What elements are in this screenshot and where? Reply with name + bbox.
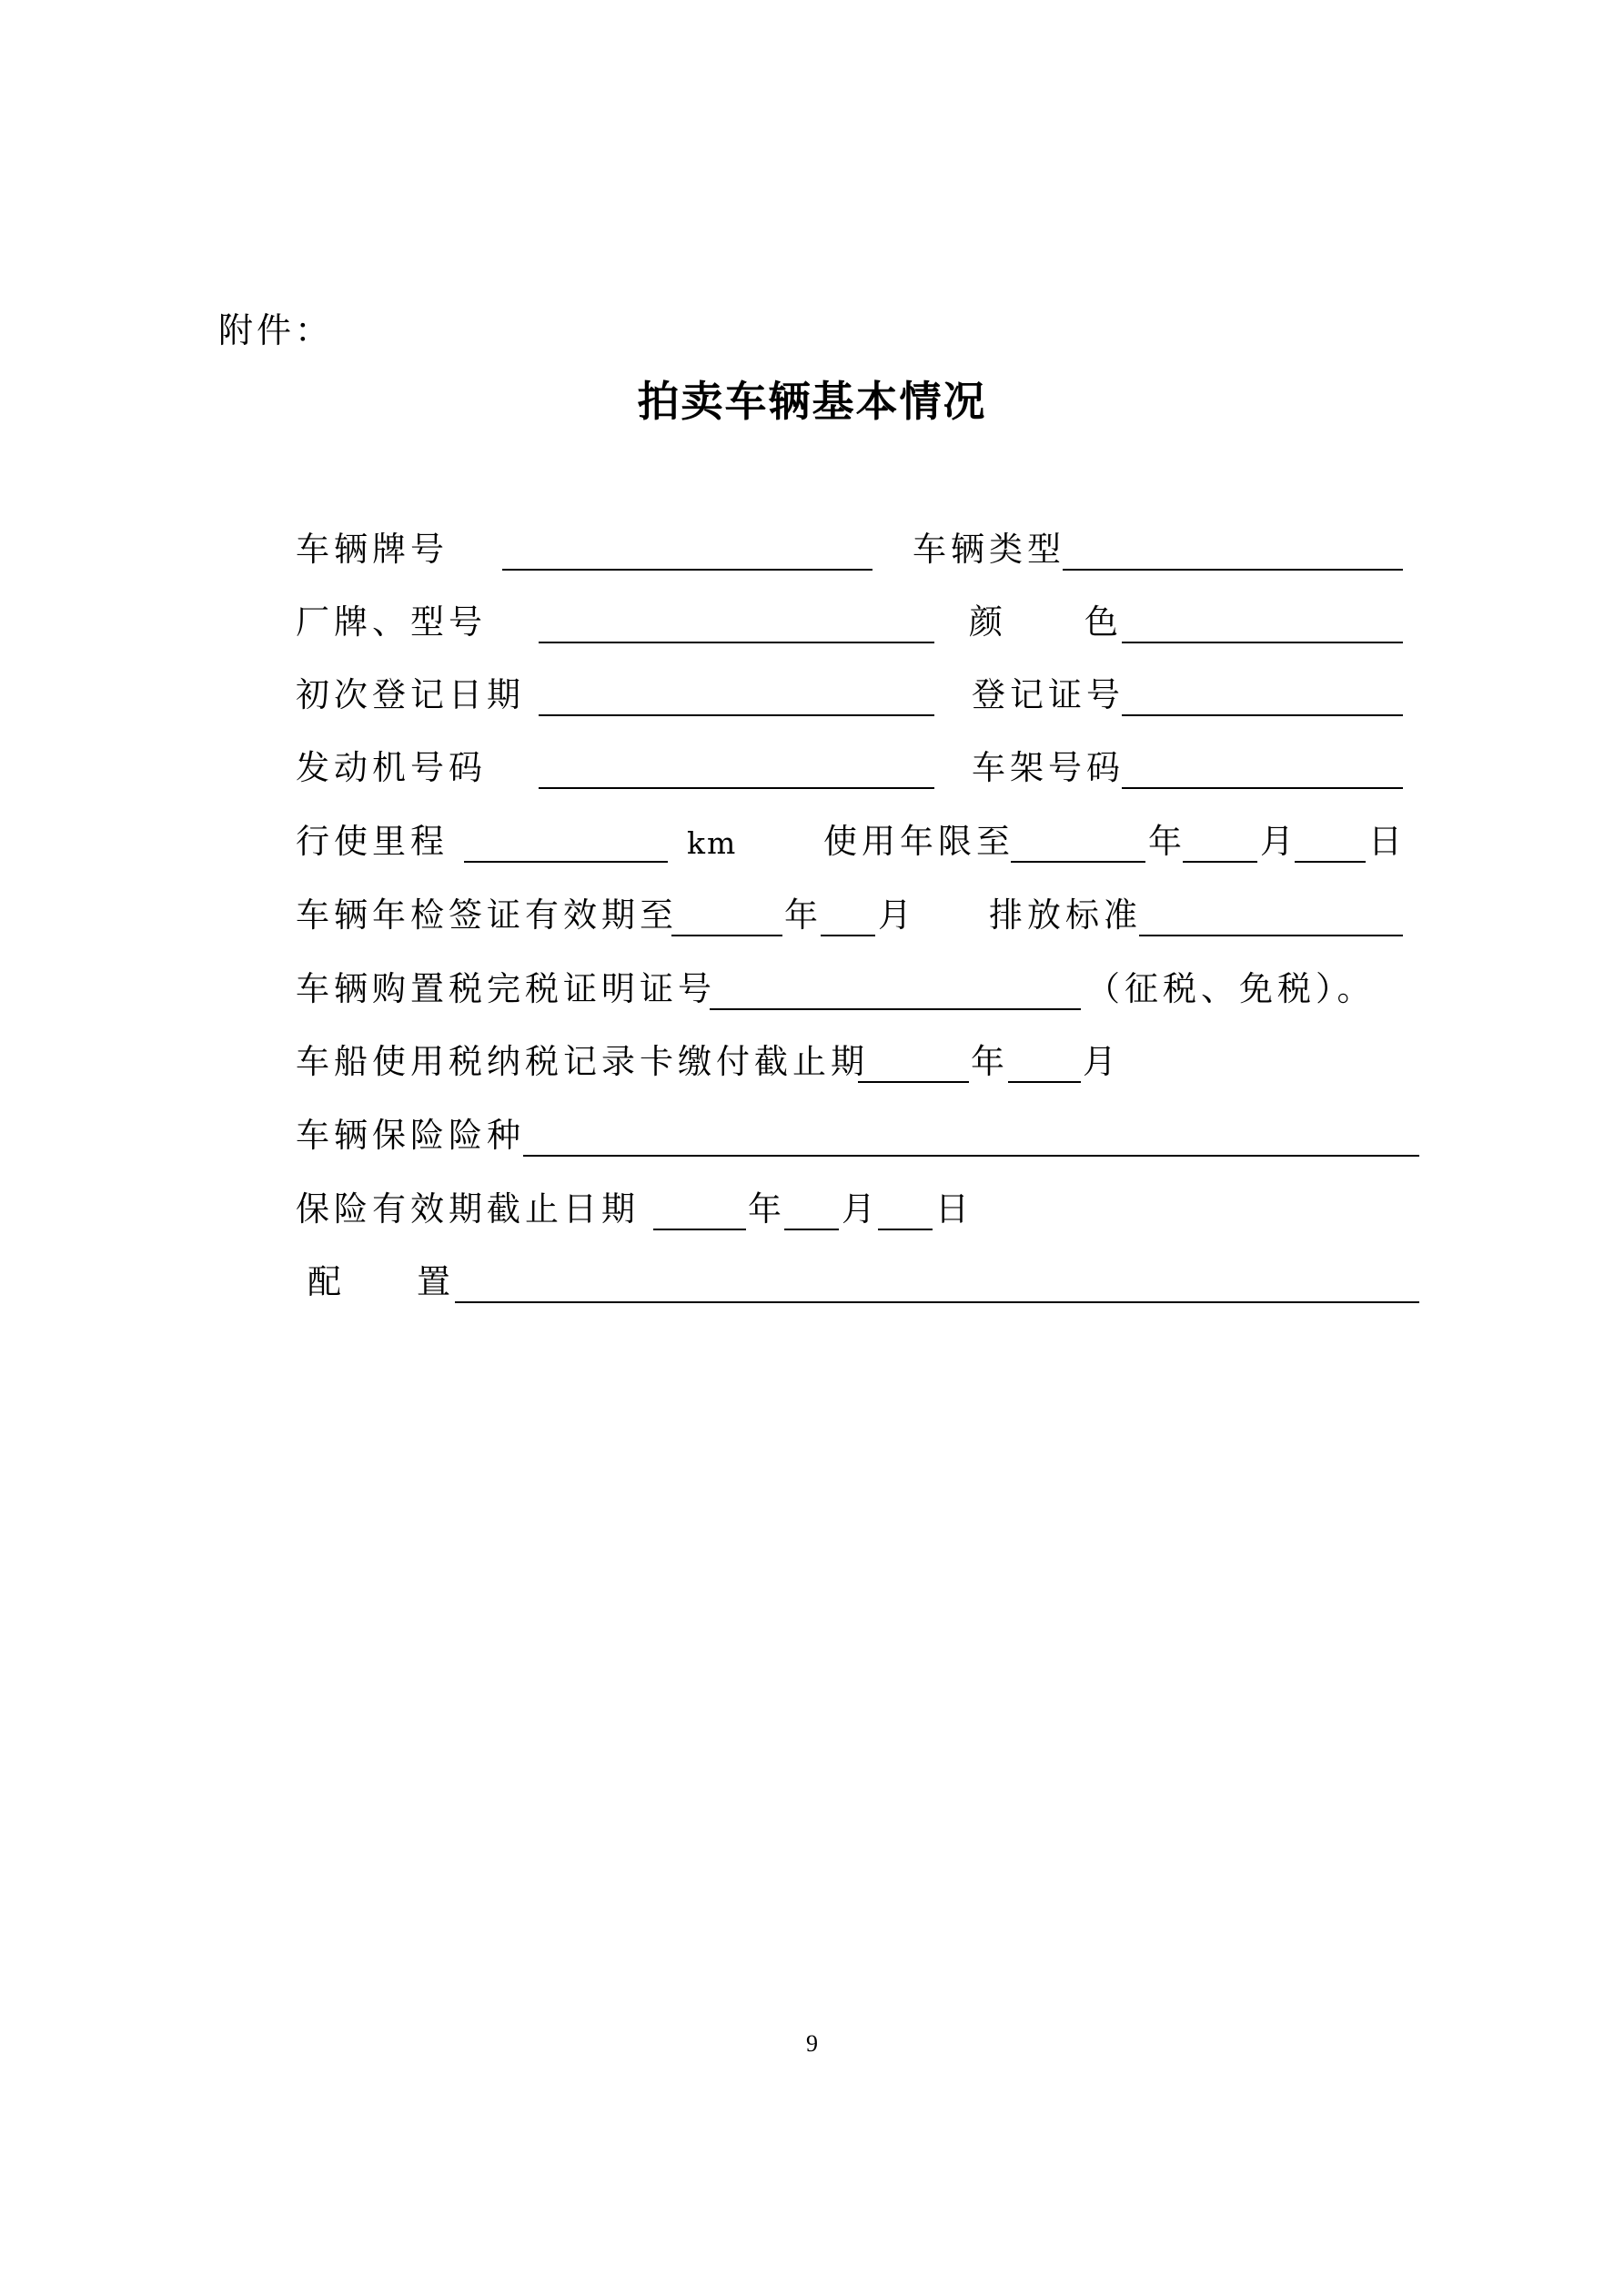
purchase-tax-cert-label: 车辆购置税完税证明证号	[296, 969, 716, 1008]
insurance-type-field[interactable]	[523, 1155, 1419, 1157]
brand-model-label: 厂牌、型号	[296, 602, 487, 642]
insurance-year-unit: 年	[748, 1189, 786, 1229]
service-life-label: 使用年限至	[823, 822, 1014, 861]
insurance-year-field[interactable]	[653, 1229, 746, 1230]
emission-std-label: 排放标准	[989, 895, 1142, 935]
config-field[interactable]	[455, 1301, 1419, 1303]
insurance-day-unit: 日	[935, 1189, 973, 1229]
insurance-type-label: 车辆保险险种	[296, 1116, 525, 1155]
service-life-year-field[interactable]	[1011, 861, 1145, 863]
service-life-day-unit: 日	[1368, 822, 1407, 861]
inspection-month-unit: 月	[878, 895, 916, 935]
frame-no-label: 车架号码	[972, 748, 1125, 787]
brand-model-field[interactable]	[539, 642, 934, 643]
plate-no-label: 车辆牌号	[296, 530, 449, 569]
inspection-valid-label: 车辆年检签证有效期至	[296, 895, 678, 935]
plate-no-field[interactable]	[502, 569, 873, 571]
engine-no-field[interactable]	[539, 787, 934, 789]
vehicle-type-field[interactable]	[1063, 569, 1403, 571]
service-life-day-field[interactable]	[1295, 861, 1366, 863]
insurance-expiry-label: 保险有效期截止日期	[296, 1189, 640, 1229]
emission-std-field[interactable]	[1139, 935, 1403, 936]
vessel-tax-month-unit: 月	[1083, 1042, 1121, 1081]
km-unit: km	[687, 825, 738, 861]
reg-cert-no-field[interactable]	[1122, 714, 1403, 716]
reg-cert-no-label: 登记证号	[972, 675, 1125, 714]
insurance-month-unit: 月	[842, 1189, 880, 1229]
mileage-label: 行使里程	[296, 822, 449, 861]
first-reg-date-field[interactable]	[539, 714, 934, 716]
vessel-tax-year-field[interactable]	[858, 1081, 969, 1083]
inspection-year-unit: 年	[784, 895, 822, 935]
vessel-tax-deadline-label: 车船使用税纳税记录卡缴付截止期	[296, 1042, 869, 1081]
mileage-field[interactable]	[464, 861, 668, 863]
attachment-label: 附件：	[218, 310, 334, 350]
page-number: 9	[806, 2030, 818, 2057]
frame-no-field[interactable]	[1122, 787, 1403, 789]
service-life-year-unit: 年	[1148, 822, 1186, 861]
page-title: 拍卖车辆基本情况	[637, 377, 987, 426]
config-label-part2: 置	[417, 1262, 455, 1301]
color-label-part1: 颜	[969, 602, 1007, 642]
color-field[interactable]	[1122, 642, 1403, 643]
color-label-part2: 色	[1084, 602, 1123, 642]
service-life-month-field[interactable]	[1183, 861, 1257, 863]
first-reg-date-label: 初次登记日期	[296, 675, 525, 714]
engine-no-label: 发动机号码	[296, 748, 487, 787]
inspection-year-field[interactable]	[671, 935, 782, 936]
vessel-tax-month-field[interactable]	[1008, 1081, 1081, 1083]
vessel-tax-year-unit: 年	[971, 1042, 1009, 1081]
purchase-tax-cert-field[interactable]	[710, 1008, 1081, 1010]
vehicle-type-label: 车辆类型	[913, 530, 1065, 569]
service-life-month-unit: 月	[1260, 822, 1298, 861]
inspection-month-field[interactable]	[821, 935, 875, 936]
insurance-day-field[interactable]	[878, 1229, 933, 1230]
insurance-month-field[interactable]	[784, 1229, 839, 1230]
config-label-part1: 配	[308, 1262, 346, 1301]
tax-status-note: （征税、免税）。	[1086, 969, 1376, 1008]
